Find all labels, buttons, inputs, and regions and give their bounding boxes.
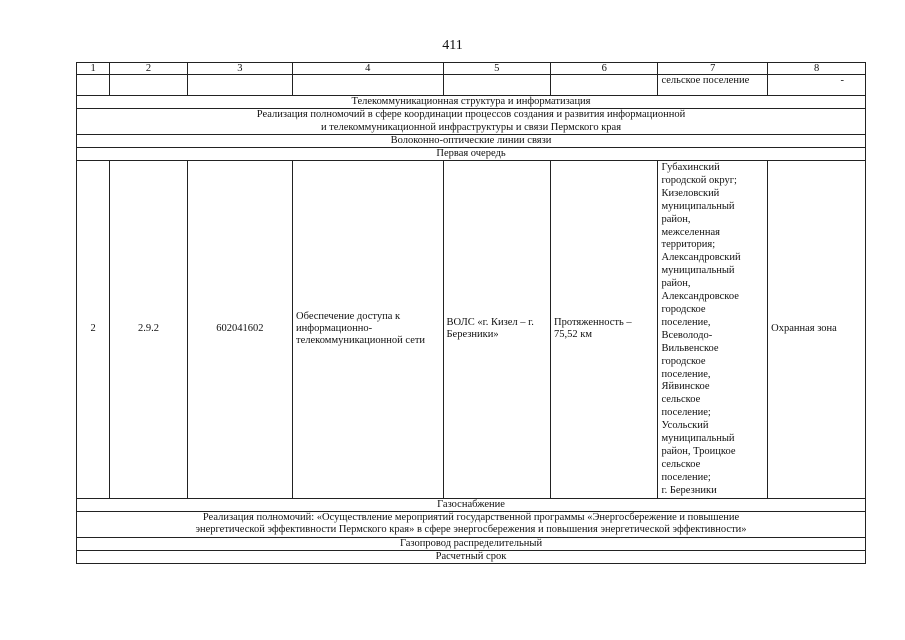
header-cell-4: 4	[293, 63, 443, 75]
gas-pipeline-title: Газопровод распределительный	[77, 537, 866, 550]
section-calc-period	[77, 550, 866, 563]
row-number: 2	[77, 161, 110, 499]
section-gas-pipeline	[77, 537, 866, 550]
location-line: Александровское	[661, 291, 739, 303]
cont-cell-5	[443, 75, 550, 96]
header-cell-1: 1	[77, 63, 110, 75]
gas-title: Газоснабжение	[77, 498, 866, 511]
column-number-header	[77, 63, 866, 75]
calc-period-title: Расчетный срок	[77, 550, 866, 563]
location-line: городской округ;	[661, 174, 737, 186]
telecom-powers	[77, 109, 866, 135]
section-gas-title	[77, 498, 866, 511]
telecom-title: Телекоммуникационная структура и информатизация	[77, 96, 866, 109]
row-code: 2.9.2	[110, 161, 187, 499]
section-telecom-powers	[77, 109, 866, 135]
cont-location-cell: сельское поселение	[658, 75, 768, 96]
table-row	[77, 161, 866, 499]
location-line: городское	[661, 303, 706, 315]
header-cell-5: 5	[443, 63, 550, 75]
dash-mark: -	[840, 75, 844, 86]
row-location	[658, 161, 768, 499]
section-telecom-title	[77, 96, 866, 109]
header-cell-2: 2	[110, 63, 187, 75]
location-line: поселение,	[661, 368, 711, 380]
header-cell-7: 7	[658, 63, 768, 75]
location-line: район, Троицкое	[661, 445, 736, 457]
header-cell-3: 3	[187, 63, 292, 75]
gas-powers-line1: Реализация полномочий: «Осуществление мероприятий государственной программы «Энергосбережение и повышение	[202, 511, 740, 523]
cont-cell-1	[77, 75, 110, 96]
row-id: 602041602	[187, 161, 292, 499]
cont-cell-6	[551, 75, 658, 96]
cont-cell-2	[110, 75, 187, 96]
telecom-powers-line2: и телекоммуникационной инфраструктуры и связи Пермского края	[320, 121, 622, 133]
continuation-row	[77, 75, 866, 96]
header-cell-6: 6	[551, 63, 658, 75]
cont-zone-cell	[768, 75, 866, 96]
telecom-powers-line1: Реализация полномочий в сфере координации процессов создания и развития информационной	[256, 109, 686, 120]
section-first-stage	[77, 148, 866, 161]
gas-powers	[77, 511, 866, 537]
gas-powers-line2: энергетической эффективности Пермского края» в сфере энергосбережения и повышения энергетической эффективности»	[195, 524, 747, 536]
row-purpose: Обеспечение доступа к информационно-телекоммуникационной сети	[293, 161, 443, 499]
location-line: Александровский	[661, 252, 741, 264]
location-line: поселение;	[661, 471, 711, 483]
location-line: муниципальный	[661, 433, 735, 445]
section-fiber-lines	[77, 135, 866, 148]
location-line: Губахинский	[661, 162, 720, 173]
location-line: Кизеловский	[661, 187, 720, 199]
location-line: район,	[661, 278, 691, 290]
location-line: муниципальный	[661, 200, 735, 212]
location-line: муниципальный	[661, 265, 735, 277]
planning-table	[76, 62, 866, 564]
location-line: поселение,	[661, 316, 711, 328]
fiber-lines-title: Волоконно-оптические линии связи	[77, 135, 866, 148]
location-line: район,	[661, 213, 691, 225]
location-line: Всеволодо-	[661, 329, 713, 341]
location-line: Усольский	[661, 420, 709, 432]
row-object: ВОЛС «г. Кизел – г. Березники»	[443, 161, 550, 499]
location-line: Вильвенское	[661, 342, 719, 354]
location-line: сельское	[661, 394, 701, 406]
first-stage-title: Первая очередь	[77, 148, 866, 161]
location-line: территория;	[661, 239, 716, 251]
cont-cell-4	[293, 75, 443, 96]
row-zone: Охранная зона	[768, 161, 866, 499]
cont-cell-3	[187, 75, 292, 96]
location-line: сельское	[661, 458, 701, 470]
location-line: городское	[661, 355, 706, 367]
location-line: г. Березники	[661, 484, 717, 496]
section-gas-powers	[77, 511, 866, 537]
location-line: Яйвинское	[661, 381, 710, 393]
page-number: 411	[442, 38, 463, 53]
header-cell-8: 8	[768, 63, 866, 75]
row-characteristics: Протяженность – 75,52 км	[551, 161, 658, 499]
location-line: поселение;	[661, 407, 711, 419]
location-line: межселенная	[661, 226, 720, 238]
